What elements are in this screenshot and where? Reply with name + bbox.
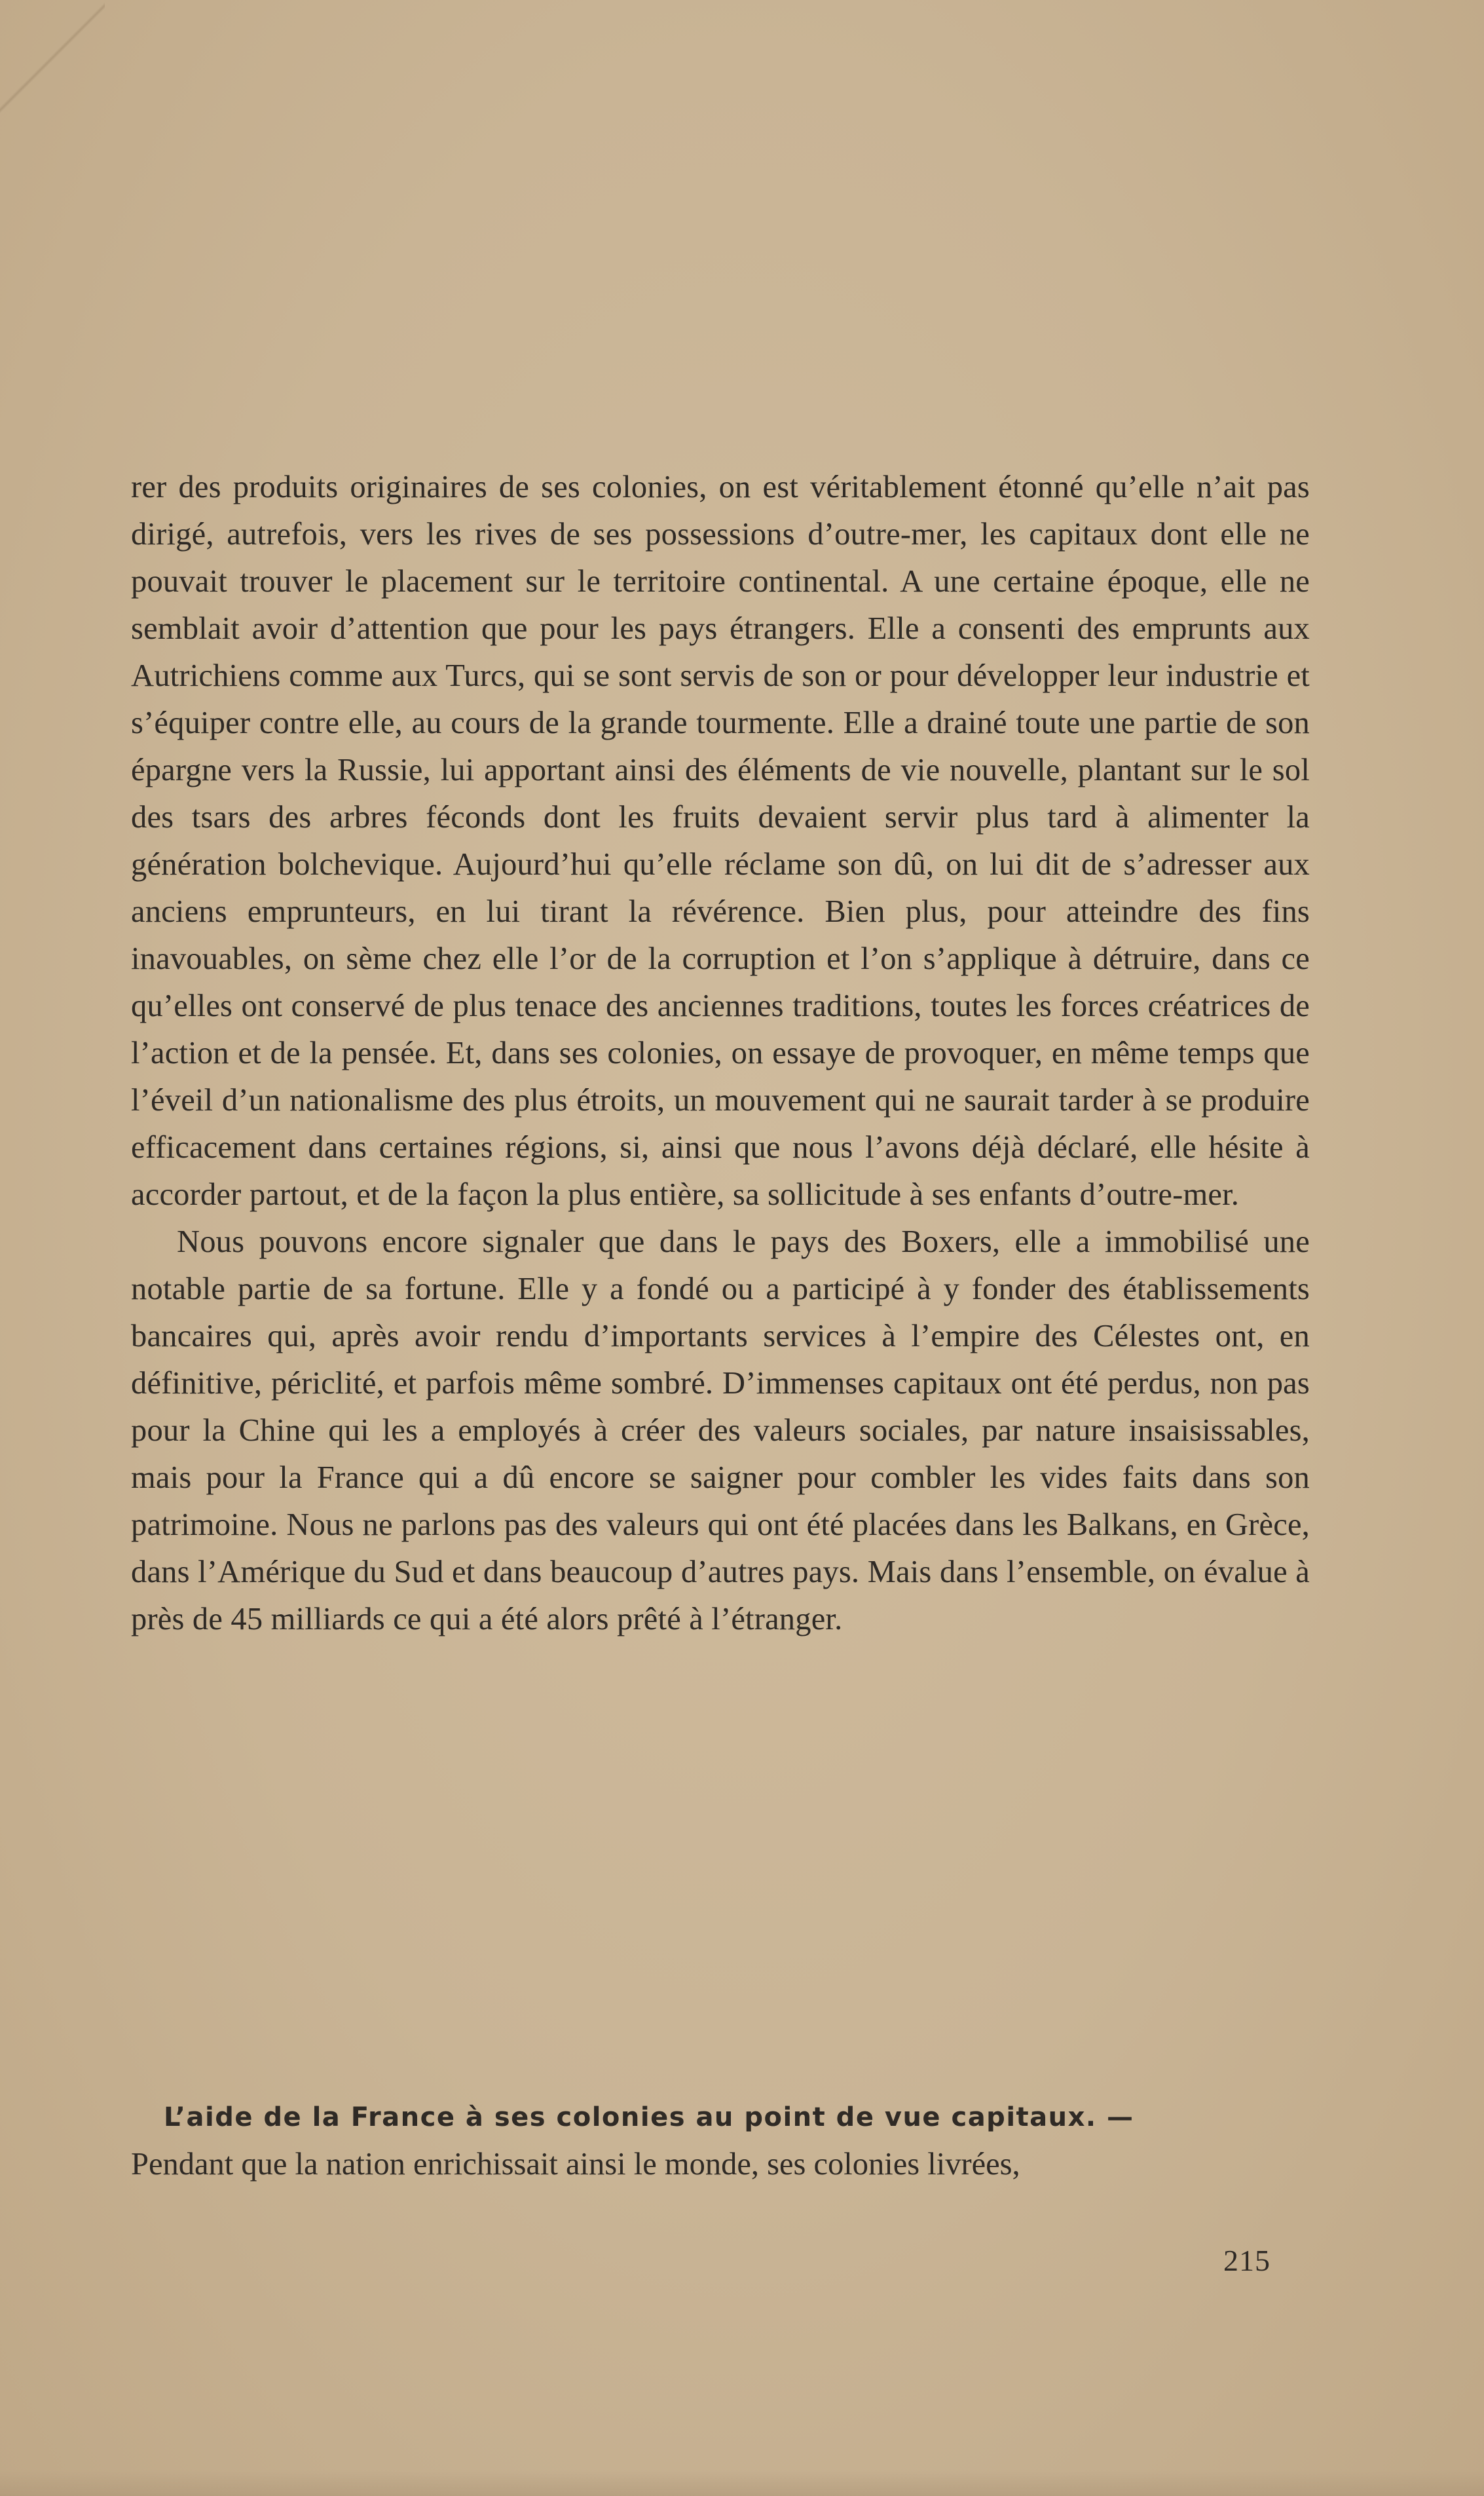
body-text bbox=[131, 464, 1310, 1643]
paragraph-1: rer des produits originaires de ses colonies, on est véritablement étonné qu’elle n’ait pas dirigé, autrefois, vers les rives de ses possessions d’outre-mer, les capitaux dont elle ne pouvait trouver le placement sur le territoire continental. A une certaine époque, elle ne semblait avoir d’attention que pour les pays étrangers. Elle a consenti des emprunts aux Autrichiens comme aux Turcs, qui se sont servis de son or pour développer leur industrie et s’équiper contre elle, au cours de la grande tourmente. Elle a drainé toute une partie de son épargne vers la Russie, lui apportant ainsi des éléments de vie nouvelle, plantant sur le sol des tsars des arbres féconds dont les fruits devaient servir plus tard à alimenter la génération bolchevique. Aujourd’hui qu’elle réclame son dû, on lui dit de s’adresser aux anciens emprunteurs, en lui tirant la révérence. Bien plus, pour atteindre des fins inavouables, on sème chez elle l’or de la corruption et l’on s’applique à détruire, dans ce qu’elles ont conservé de plus tenace des anciennes traditions, toutes les forces créatrices de l’action et de la pensée. Et, dans ses colonies, on essaye de provoquer, en même temps que l’éveil d’un nationalisme des plus étroits, un mouvement qui ne saurait tarder à se produire efficacement dans certaines régions, si, ainsi que nous l’avons déjà déclaré, elle hésite à accorder partout, et de la façon la plus entière, sa sollicitude à ses enfants d’outre-mer. bbox=[131, 470, 1310, 1212]
section-heading: L’aide de la France à ses colonies au point de vue capitaux. — bbox=[164, 2102, 1134, 2132]
page-fold-mark bbox=[0, 0, 105, 118]
section-block bbox=[131, 2092, 1310, 2188]
paragraph-2: Nous pouvons encore signaler que dans le pays des Boxers, elle a immobilisé une notable partie de sa fortune. Elle y a fondé ou a participé à y fonder des établissements bancaires qui, après avoir rendu d’importants services à l’empire des Célestes ont, en définitive, périclité, et parfois même sombré. D’immenses capitaux ont été perdus, non pas pour la Chine qui les a employés à créer des valeurs sociales, par nature insaisissables, mais pour la France qui a dû encore se saigner pour combler les vides faits dans son patrimoine. Nous ne parlons pas des valeurs qui ont été placées dans les Balkans, en Grèce, dans l’Amérique du Sud et dans beaucoup d’autres pays. Mais dans l’ensemble, on évalue à près de 45 milliards ce qui a été alors prêté à l’étranger. bbox=[131, 1224, 1310, 1636]
page-bottom-edge bbox=[0, 2470, 1484, 2496]
page-number: 215 bbox=[1223, 2244, 1271, 2277]
section-text: Pendant que la nation enrichissait ainsi le monde, ses colonies livrées, bbox=[131, 2147, 1020, 2182]
